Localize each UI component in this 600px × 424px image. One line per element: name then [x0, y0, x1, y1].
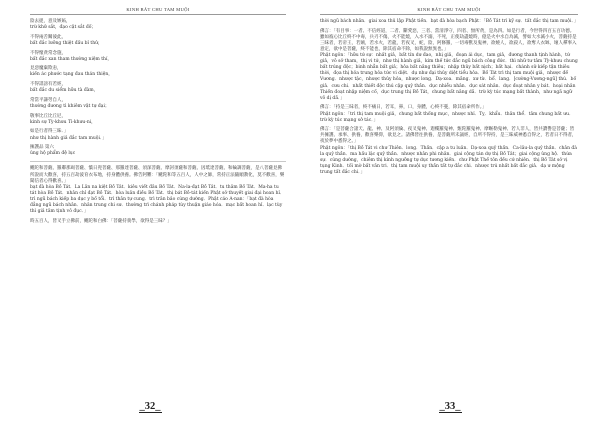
text-line: Phật ngôn：「thị Bồ Tát vi chư Thiên．long．Thần．cập a tu luân．Dạ-xoa quỷ thần．Ca-lâu-la quỷ thần．chân đà la quỷ thần．ma hầu lặc quỷ thần．nhược nhân phi nhân．giai cộng tán dự thị Bồ Tát；giai cộng ủng hộ．thừa sự．cúng dường，chiêm thị kính ngưỡng tự dục tương kiến．chư Phật Thế tôn đều cứ nhiên．thị Bồ Tát sở vị tụng Kinh．tối mờ bất văn tri．thị tam muội uy thần tất tự đắc chi．nhược trú nhất bất đắc giả．dạ ư mộng trung tất đắc chi．」: [320, 145, 577, 175]
text-line: 擁護品 第六: [30, 145, 54, 151]
divider: [30, 161, 286, 162]
left-body-text: [30, 19, 286, 225]
text-line: 常當平謙勞自人，: [30, 97, 66, 103]
text-line: bất đắc xan tham thường niệm thí，: [30, 56, 112, 62]
text-line: kinh sự Tỳ-khưu Tì-khưu-ni，: [30, 119, 96, 125]
right-body-text: [320, 19, 578, 176]
text-line: 佛言：「是菩薩合諸天、龍、神、及阿須倫、夜叉鬼神、迦樓羅鬼神、甄陀羅鬼神、摩睺勒鬼神、若人非人，皆共讚譽是菩薩；皆共擁護、承事、供養，歡喜樂仰，欲見之。諸佛皆往供養，是菩薩所未誦經，自所不得持，是三昧威神悉自得之，若者日不得者，夜於夢中悉得之。」: [320, 127, 577, 145]
text-line: kiến ác phước tạng đau thán thiện，: [30, 72, 113, 78]
text-line: như thị hành giả đắc tam muội．」: [30, 135, 107, 141]
text-line: 敬事比丘比丘尼，: [30, 113, 66, 119]
text-line: 不得兩舌關彼此，: [30, 34, 66, 40]
text-line: 如是行者得三昧．」: [30, 129, 69, 135]
text-line: 不得誹謗有若經，: [30, 82, 66, 88]
text-line: bất đắc lưỡng thiệt đấu bỉ thử，: [30, 40, 103, 46]
page-header: KINH BÁT CHU TAM MUỘI: [320, 7, 578, 15]
text-line: 見惡魔棄欺恚，: [30, 66, 62, 72]
text-line: 颰陀和菩薩、羅鄰那竭菩薩、憍日兜菩薩、那羅達菩薩、須深菩薩、摩訶須薩和菩薩、因坻達菩薩、和輪調菩薩，是八菩薩見佛所說而大歡喜，持五百劫波育衣布地，持身體供養。佛告阿難：「颰陀和等五百人，人中之師，常持正法隨順教化，莫不歡喜，樂聞信者心得歡喜。」: [30, 166, 285, 184]
text-line: 陰去捉，意及嫉妬，: [30, 19, 71, 24]
text-line: bất đắc du siểm hữu tà đàm，: [30, 88, 99, 94]
text-line: bạt đà hòa Bồ Tát．La Lân na kiệt Bồ Tát．kiêu viết đâu Bồ Tát．Na-la-đạt Bồ Tát．tu thâm Bồ Tát．Ma-ha tu tát hòa Bồ Tát．nhân chỉ đạt Bồ Tát．hòa luân điều Bồ Tát．thị bát Bồ-tát kiến Phật sở thuyết giai đại hoan hỉ．trì ngũ bách kiếp ba dục y bố tổi．trì thân tự cung．trì trân bảo cúng dường．Phật cáo A-nan：「bạt đà hòa đẳng ngũ bách nhân．nhân trung chi sư．thường trì chánh pháp tùy thuận giáo hóa．mạc bất hoan hỉ．lạc tùy thì giả tâm tịnh vô đục．」: [30, 184, 285, 215]
page-header: KINH BÁT CHU TAM MUỘI: [30, 7, 286, 15]
text-line: Phật ngôn：「hữu tứ sự：nhất giả，bất tín dư đao，nhị giả，đoạn ái dục，tam giả，đương thanh tịnh hành，tứ giả，vô sở tham，thị vi tứ，như thị hành giả，kim thế tức đắc ngũ bách công đức．thì nhữ tư tâm Tỳ-khưu chung bất trúng độc；binh nhẫn bất giả；hỏa bất năng thiêu；nhập thủy bất nịch；bất hại．chánh sử kiếp tận thiêu thời，đọa thị hỏa trung hỏa tức vi diệt．dụ như đại thủy diệt tiểu hỏa．Bồ Tát trì thị tam muội giả，nhược đế Vương．nhược tặc，nhược thủy hỏa，nhược long．Dạ-xoa．mãng．xư từ．bổ．lang．[cường-Vương-ngũ] thú．bố giả．cưu chi．nhất thiết độc thú cập quỷ thần．dục nhiễu nhân．dục sát nhân．dục đoạt nhân y bát．hoại nhân Thiền đoạt nhập niệm cố，dục trung thị Bồ Tát，chung bất năng dã．trừ kỳ túc mạng bất thành，như ngã ngữ vô dị dã．」: [320, 53, 578, 101]
text-line: 時五百人，皆叉手立佛前，颰陀和白佛：「菩薩持義學，欲得是三昧？」: [30, 218, 172, 224]
right-page: [300, 0, 600, 424]
text-line: trừ khử sắt，đạo cật sắt đố；: [30, 25, 97, 31]
text-line: 佛言：「有目事：一者、不信經道，二者、斷愛惡，三者、當清淨守，四者、無所貪，是為四。如是行者，今世得四百五百功德。雖如彼心比丘終不中毒，兵刃不傷，火不能燒，入水不溺，不死，正使劫盡燒時，億是火中水自為滅，譬如大水滅小火，菩薩持是三昧者，若帝王，若賊，若水火，若龍，若夜叉，蛇，陰，阿修羅，一切毒獸及鬼神，欲嬈人，欲殺人，欲奪人衣缽，壞人禪事入意定，欲中是菩薩，終不能也，除其宿命不除，如我說無異也。」: [320, 28, 577, 52]
text-line: ủng hộ phẩm đệ lục: [30, 151, 76, 157]
text-line: thường đương tì khiêm vật tự đại；: [30, 104, 110, 109]
text-line: 不得懷貪常念施，: [30, 50, 66, 56]
page-number: _33_: [439, 401, 461, 412]
text-line: Phật ngôn：「trì thị tam muội giả，chung bất thống mục，nhược nhĩ．Tỵ．khẩu．thân thể．tâm chung bất ưu．trừ kỳ túc mạng sở tác．」: [320, 111, 574, 123]
text-line: 佛言：「持是三昧者，終不痛日，若耳，鼻，口，身體，心終不憂，除其宿命所作。」: [320, 105, 487, 111]
page-number: _32_: [139, 401, 161, 412]
text-line: thời ngũ bách nhân．giai xoa thủ lập Phật tiền．bạt đà hòa bạch Phật：「Bồ Tát trì kỹ sự．tất đắc thị tam muội．」: [320, 19, 579, 24]
